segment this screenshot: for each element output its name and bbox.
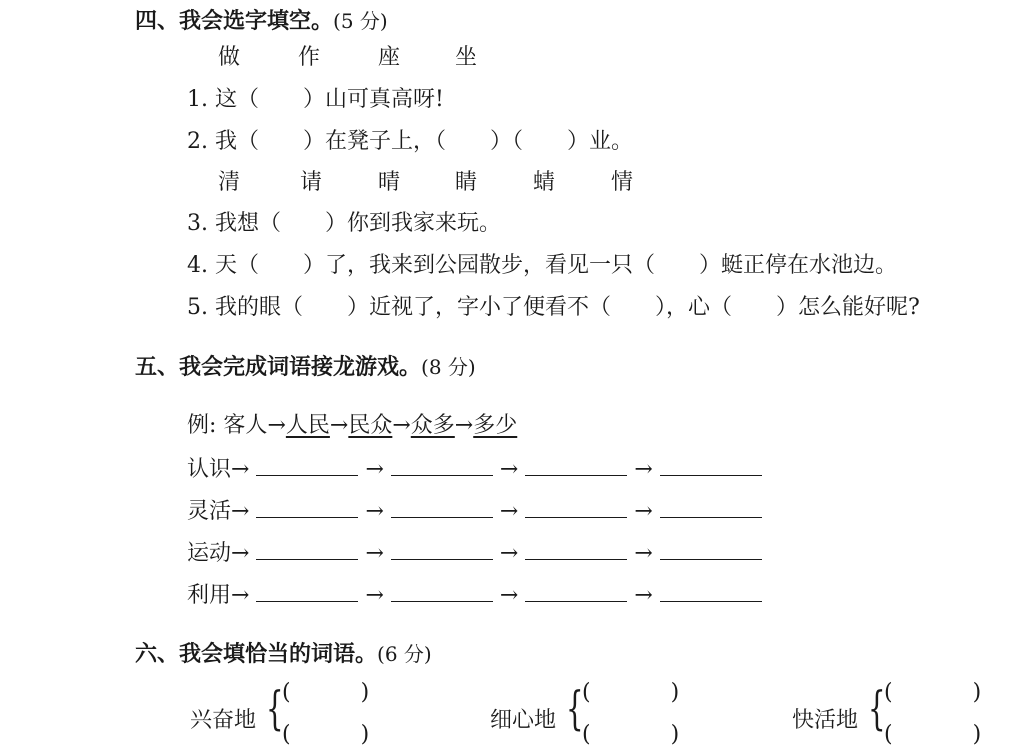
- question-2: 2. 我（ ）在凳子上，（ ）（ ）业。: [187, 129, 633, 154]
- arrow: →: [634, 541, 653, 566]
- section4-heading: [135, 4, 388, 35]
- question-3: 3. 我想（ ）你到我家来玩。: [187, 211, 501, 236]
- arrow: →: [365, 583, 384, 608]
- arrow: →: [499, 583, 519, 608]
- char-choice: 坐: [455, 45, 478, 70]
- example-word: 民众: [348, 413, 393, 438]
- answer-blank[interactable]: [525, 587, 627, 602]
- brace: {: [868, 681, 886, 735]
- char-choice: 请: [300, 170, 323, 195]
- section6-heading: [135, 637, 432, 668]
- arrow: →: [231, 583, 250, 608]
- arrow: →: [392, 413, 411, 438]
- chain-row: [187, 578, 762, 609]
- char-choice: 作: [298, 45, 321, 70]
- answer-blank[interactable]: [256, 503, 358, 518]
- answer-slot[interactable]: ( ): [582, 680, 680, 705]
- answer-blank[interactable]: [660, 545, 762, 560]
- char-choices-1: [0, 40, 1024, 70]
- arrow: →: [365, 541, 384, 566]
- answer-blank[interactable]: [391, 587, 493, 602]
- section5-score: (8 分): [421, 355, 476, 379]
- arrow: →: [499, 541, 519, 566]
- start-word: 认识: [187, 457, 232, 482]
- char-choices-2: [0, 165, 1024, 195]
- section5-heading: [135, 350, 476, 381]
- answer-slot[interactable]: ( ): [884, 680, 982, 705]
- arrow: →: [231, 499, 250, 524]
- answer-slot[interactable]: ( ): [582, 722, 680, 747]
- fill-word: 细心地: [490, 708, 557, 733]
- answer-blank[interactable]: [256, 461, 358, 476]
- answer-blank[interactable]: [256, 587, 358, 602]
- answer-blank[interactable]: [525, 503, 627, 518]
- example-word: 客人: [223, 413, 268, 438]
- arrow: →: [365, 499, 384, 524]
- section4-score: (5 分): [333, 9, 388, 33]
- chain-row: [187, 536, 762, 567]
- example-label: 例:: [187, 413, 217, 438]
- fill-word: 兴奋地: [190, 708, 257, 733]
- question-5: 5. 我的眼（ ）近视了，字小了便看不（ ），心（ ）怎么能好呢?: [187, 295, 920, 320]
- answer-slot[interactable]: ( ): [282, 680, 370, 705]
- brace: {: [566, 681, 584, 735]
- answer-blank[interactable]: [391, 503, 493, 518]
- question-4: 4. 天（ ）了，我来到公园散步，看见一只（ ）蜓正停在水池边。: [187, 253, 897, 278]
- section4-title: 四、我会选字填空。: [135, 9, 334, 34]
- arrow: →: [267, 413, 286, 438]
- section5-title: 五、我会完成词语接龙游戏。: [135, 355, 422, 380]
- answer-blank[interactable]: [391, 461, 493, 476]
- arrow: →: [634, 499, 653, 524]
- arrow: →: [454, 413, 474, 438]
- char-choice: 睛: [455, 170, 478, 195]
- arrow: →: [231, 541, 250, 566]
- start-word: 运动: [187, 541, 232, 566]
- arrow: →: [365, 457, 384, 482]
- arrow: →: [499, 499, 519, 524]
- section6-score: (6 分): [377, 642, 432, 666]
- char-choice: 晴: [378, 170, 401, 195]
- answer-blank[interactable]: [525, 545, 627, 560]
- char-choice: 做: [218, 45, 241, 70]
- fill-word: 快活地: [792, 708, 859, 733]
- example-row: [187, 408, 517, 439]
- char-choice: 座: [378, 45, 401, 70]
- example-word: 人民: [285, 413, 330, 438]
- answer-blank[interactable]: [660, 461, 762, 476]
- example-word: 众多: [410, 413, 455, 438]
- start-word: 利用: [187, 583, 232, 608]
- section6-title: 六、我会填恰当的词语。: [135, 642, 378, 667]
- chain-row: [187, 494, 762, 525]
- arrow: →: [499, 457, 519, 482]
- answer-slot[interactable]: ( ): [282, 722, 370, 747]
- arrow: →: [634, 583, 653, 608]
- answer-blank[interactable]: [660, 503, 762, 518]
- answer-slot[interactable]: ( ): [884, 722, 982, 747]
- answer-blank[interactable]: [660, 587, 762, 602]
- arrow: →: [634, 457, 653, 482]
- arrow: →: [231, 457, 250, 482]
- example-word: 多少: [473, 413, 518, 438]
- answer-blank[interactable]: [391, 545, 493, 560]
- answer-blank[interactable]: [525, 461, 627, 476]
- chain-row: [187, 452, 762, 483]
- char-choice: 清: [218, 170, 241, 195]
- start-word: 灵活: [187, 499, 232, 524]
- brace: {: [266, 681, 284, 735]
- question-1: 1. 这（ ）山可真高呀!: [187, 87, 444, 112]
- arrow: →: [329, 413, 349, 438]
- answer-blank[interactable]: [256, 545, 358, 560]
- char-choice: 蜻: [533, 170, 556, 195]
- char-choice: 情: [611, 170, 634, 195]
